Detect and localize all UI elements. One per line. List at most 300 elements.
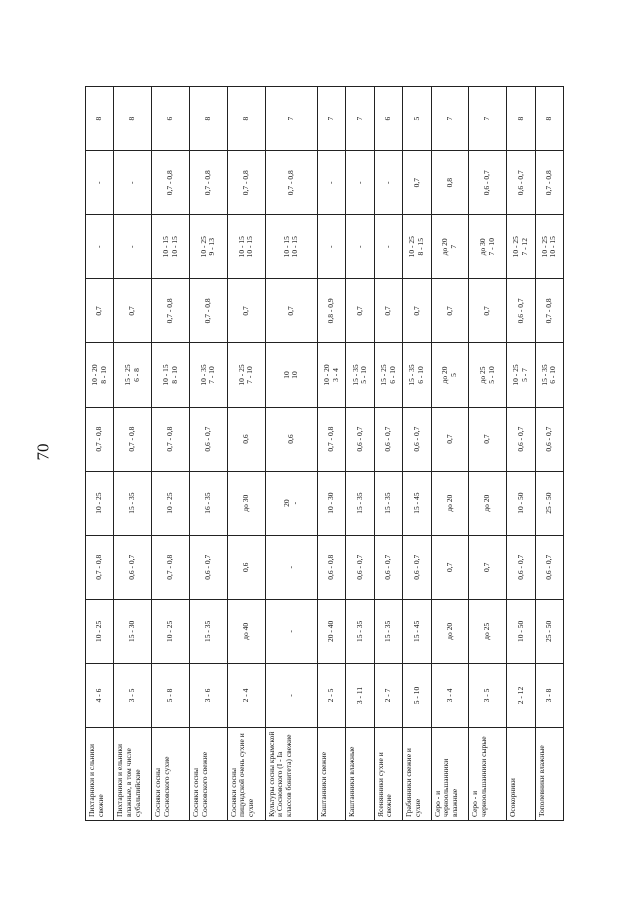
table-cell [265, 151, 318, 215]
cell-value: до 20 [444, 494, 454, 512]
cell-value: 10 - 25 7 - 12 [511, 236, 529, 258]
cell-value: 0,6 - 0,8 [326, 554, 336, 580]
cell-value: 0,6 - 0,7 [543, 426, 553, 452]
table-cell [469, 535, 507, 599]
table-cell [535, 599, 563, 663]
table-cell [152, 151, 190, 215]
forest-type-label: Сосняки сосны пицундской очень сухие и сухие [228, 733, 256, 817]
table-cell [431, 279, 469, 343]
cell-value: 0,7 [383, 306, 393, 316]
cell-value: - [286, 566, 296, 569]
table-cell [431, 535, 469, 599]
table-cell [265, 663, 318, 727]
table-row [265, 87, 318, 821]
table-cell [265, 279, 318, 343]
cell-value: 0,8 [444, 178, 454, 188]
cell-value: - [326, 245, 336, 249]
table-cell [265, 407, 318, 471]
cell-value: 15 - 35 [383, 492, 393, 514]
forest-type-label: Тополевники влажные [536, 745, 546, 817]
cell-value: 25 - 50 [543, 492, 553, 514]
cell-value: 0,6 - 0,7 [482, 170, 492, 196]
cell-value: 7 [482, 116, 492, 121]
cell-value: 0,7 - 0,8 [203, 298, 213, 324]
table-cell [318, 151, 346, 215]
cell-value: - [383, 181, 393, 184]
table-cell [114, 215, 152, 279]
forest-type-cell [374, 728, 402, 821]
cell-value: 6 [383, 116, 393, 121]
cell-value: до 20 [444, 622, 454, 640]
table-cell [114, 599, 152, 663]
table-cell [86, 535, 114, 599]
forest-type-cell [469, 728, 507, 821]
cell-value: 0,7 [444, 434, 454, 444]
table-cell [403, 599, 431, 663]
forest-type-label: Пихтарники и ельники влажные, в том числе субальпийские [115, 743, 142, 817]
table-cell [431, 407, 469, 471]
table-cell [265, 471, 318, 535]
forest-type-cell [431, 728, 469, 821]
table-cell [535, 407, 563, 471]
cell-value: 15 - 35 [203, 620, 213, 642]
cell-value: 0,6 - 0,7 [203, 554, 213, 580]
table-cell [114, 151, 152, 215]
cell-value: 15 - 35 [127, 492, 137, 514]
table-cell [374, 151, 402, 215]
table-cell [469, 407, 507, 471]
table-cell [227, 279, 265, 343]
cell-value: 15 - 25 6 - 8 [123, 364, 141, 386]
cell-value: 6 [165, 116, 175, 121]
forest-type-cell [507, 728, 535, 821]
table-cell [86, 407, 114, 471]
cell-value: - [326, 181, 336, 184]
table-cell [535, 279, 563, 343]
cell-value: 0,6 - 0,7 [543, 554, 553, 580]
table-cell [374, 599, 402, 663]
table-cell [189, 279, 227, 343]
cell-value: 5 - 10 [411, 686, 421, 705]
cell-value: 5 - 8 [165, 688, 175, 703]
forest-type-label: Культуры сосны крымской и Сосновского (I - Ia классов бонитета) свежие [266, 731, 293, 817]
cell-value: до 25 5 - 10 [478, 366, 496, 384]
table-row [114, 87, 152, 821]
table-cell [227, 215, 265, 279]
table-row [227, 87, 265, 821]
table-cell [152, 599, 190, 663]
table-cell [535, 663, 563, 727]
rotated-table-region [85, 86, 564, 821]
page-number [32, 437, 54, 467]
table-cell [374, 87, 402, 151]
forest-stand-table [85, 86, 564, 821]
table-cell [86, 599, 114, 663]
cell-value: 10 - 15 10 - 15 [281, 236, 300, 258]
table-cell [318, 215, 346, 279]
table-row [507, 87, 535, 821]
cell-value: 0,7 - 0,8 [240, 170, 250, 196]
forest-type-label: Серо - и черноольшанники сырые [470, 736, 488, 817]
cell-value: 2 - 5 [326, 688, 336, 703]
table-cell [86, 215, 114, 279]
table-cell [152, 215, 190, 279]
cell-value: 10 - 35 7 - 10 [198, 364, 217, 386]
table-cell [507, 151, 535, 215]
cell-value: 0,7 [482, 434, 492, 444]
table-cell [189, 599, 227, 663]
table-cell [403, 663, 431, 727]
cell-value: 2 - 12 [515, 686, 525, 705]
table-cell [403, 471, 431, 535]
cell-value: 15 - 25 6 - 10 [378, 364, 397, 386]
table-cell [318, 343, 346, 407]
cell-value: до 30 7 - 10 [478, 238, 496, 256]
cell-value: 15 - 35 6 - 10 [539, 364, 558, 386]
table-cell [507, 215, 535, 279]
table-cell [431, 87, 469, 151]
cell-value: 0,6 - 0,7 [515, 426, 525, 452]
cell-value: 10 - 50 [515, 492, 525, 514]
cell-value: 0,7 [444, 562, 454, 572]
cell-value: 15 - 35 [383, 620, 393, 642]
cell-value: 0,7 - 0,8 [203, 170, 213, 196]
forest-type-label: Грабинники свежие и сухие [404, 748, 422, 817]
cell-value: 15 - 35 6 - 10 [407, 364, 425, 386]
cell-value: 0,7 [482, 562, 492, 572]
table-cell [152, 663, 190, 727]
table-cell [431, 343, 469, 407]
cell-value: до 20 [482, 494, 492, 512]
cell-value: 0,7 - 0,8 [286, 170, 296, 196]
table-cell [403, 279, 431, 343]
table-cell [346, 151, 374, 215]
cell-value: 0,7 - 0,8 [543, 298, 553, 324]
table-cell [152, 471, 190, 535]
cell-value: 10 - 30 [326, 492, 336, 514]
table-cell [403, 151, 431, 215]
cell-value: 0,7 - 0,8 [165, 170, 175, 196]
cell-value: 10 - 25 5 - 7 [511, 364, 529, 386]
cell-value: до 20 7 [440, 238, 458, 256]
cell-value: 10 - 25 7 - 10 [236, 364, 255, 386]
cell-value: 15 - 45 [411, 620, 421, 642]
table-cell [318, 407, 346, 471]
cell-value: 0,6 - 0,7 [515, 170, 525, 196]
forest-type-label: Пихтарники и сльники свежие [87, 743, 105, 817]
cell-value: 0,6 [286, 434, 296, 444]
table-cell [265, 87, 318, 151]
table-cell [86, 151, 114, 215]
table-cell [535, 535, 563, 599]
cell-value: - [354, 245, 364, 249]
table-cell [374, 535, 402, 599]
cell-value: 10 - 25 [165, 620, 175, 642]
cell-value: 7 [354, 116, 364, 121]
cell-value: 20 - 40 [326, 620, 336, 642]
cell-value: 0,6 - 0,7 [383, 554, 393, 580]
table-cell [374, 663, 402, 727]
table-cell [227, 151, 265, 215]
table-cell [403, 215, 431, 279]
cell-value: 7 [326, 116, 336, 121]
table-body [86, 87, 564, 821]
cell-value: 0,6 [240, 562, 250, 572]
cell-value: 5 [411, 116, 421, 121]
table-cell [114, 471, 152, 535]
cell-value: 0,6 - 0,7 [354, 426, 364, 452]
cell-value: 15 - 35 [354, 492, 364, 514]
table-cell [535, 87, 563, 151]
table-cell [265, 215, 318, 279]
cell-value: 25 - 50 [543, 620, 553, 642]
cell-value: 8 [515, 116, 525, 121]
cell-value: 15 - 35 [354, 620, 364, 642]
cell-value: - [383, 245, 393, 249]
page-number-text: 70 [33, 443, 52, 461]
table-row [152, 87, 190, 821]
table-cell [374, 471, 402, 535]
table-cell [318, 535, 346, 599]
cell-value: 8 [127, 116, 137, 121]
table-cell [535, 151, 563, 215]
table-cell [86, 663, 114, 727]
table-cell [374, 215, 402, 279]
forest-type-label: Серо - и черноольшанники влажные [432, 758, 459, 817]
cell-value: 0,7 - 0,8 [165, 554, 175, 580]
cell-value: - [94, 181, 104, 184]
table-cell [374, 279, 402, 343]
forest-type-cell [189, 728, 227, 821]
cell-value: 0,8 - 0,9 [326, 298, 336, 324]
table-cell [318, 599, 346, 663]
table-cell [318, 471, 346, 535]
table-cell [152, 279, 190, 343]
table-cell [469, 663, 507, 727]
cell-value: 3 - 5 [127, 688, 137, 703]
cell-value: 7 [444, 116, 454, 121]
table-cell [227, 599, 265, 663]
table-cell [507, 535, 535, 599]
cell-value: 0,7 - 0,8 [165, 298, 175, 324]
table-cell [189, 87, 227, 151]
table-cell [374, 343, 402, 407]
cell-value: 0,7 - 0,8 [94, 426, 104, 452]
table-cell [403, 343, 431, 407]
forest-type-label: Сосняки сосны Сосновского свежие [190, 751, 209, 817]
table-cell [346, 663, 374, 727]
table-cell [431, 599, 469, 663]
cell-value: 0,6 - 0,7 [354, 554, 364, 580]
table-cell [535, 343, 563, 407]
cell-value: 10 - 25 9 - 13 [198, 236, 217, 258]
table-cell [265, 535, 318, 599]
table-cell [346, 471, 374, 535]
cell-value: до 25 [482, 622, 492, 640]
cell-value: 0,6 - 0,7 [411, 554, 421, 580]
table-cell [346, 599, 374, 663]
table-cell [469, 599, 507, 663]
table-row [318, 87, 346, 821]
cell-value: 10 - 25 [94, 620, 104, 642]
table-cell [114, 87, 152, 151]
cell-value: 8 [94, 116, 104, 121]
cell-value: 10 10 [281, 371, 300, 379]
cell-value: 0,7 [354, 306, 364, 316]
forest-type-label: Каштанники свежие [319, 752, 329, 817]
table-cell [227, 343, 265, 407]
forest-type-cell [535, 728, 563, 821]
table-cell [346, 535, 374, 599]
cell-value: 0,7 [240, 306, 250, 316]
cell-value: 15 - 45 [411, 492, 421, 514]
table-cell [189, 151, 227, 215]
cell-value: 10 - 25 [165, 492, 175, 514]
table-cell [227, 535, 265, 599]
table-cell [431, 663, 469, 727]
table-cell [507, 599, 535, 663]
table-cell [114, 535, 152, 599]
forest-type-cell [114, 728, 152, 821]
cell-value: 0,7 [94, 306, 104, 316]
table-cell [469, 151, 507, 215]
table-cell [469, 279, 507, 343]
cell-value: - [127, 181, 137, 184]
table-cell [507, 407, 535, 471]
table-cell [403, 87, 431, 151]
table-cell [507, 343, 535, 407]
cell-value: 0,6 [240, 434, 250, 444]
cell-value: 0,7 [127, 306, 137, 316]
table-cell [318, 663, 346, 727]
table-cell [507, 471, 535, 535]
cell-value: 3 - 5 [482, 688, 492, 703]
cell-value: до 40 [240, 622, 250, 640]
table-cell [507, 87, 535, 151]
cell-value: - [286, 630, 296, 633]
table-cell [318, 87, 346, 151]
table-cell [507, 663, 535, 727]
table-row [346, 87, 374, 821]
cell-value: 0,7 - 0,8 [94, 554, 104, 580]
forest-type-cell [318, 728, 346, 821]
table-cell [114, 663, 152, 727]
table-row [431, 87, 469, 821]
cell-value: 10 - 25 8 - 15 [407, 236, 425, 258]
cell-value: 0,6 - 0,7 [515, 554, 525, 580]
forest-type-label: Осокорники [508, 778, 518, 817]
table-cell [346, 279, 374, 343]
cell-value: 0,6 - 0,7 [515, 298, 525, 324]
cell-value: 0,6 - 0,7 [203, 426, 213, 452]
cell-value: 10 - 20 8 - 10 [90, 364, 108, 386]
cell-value: 10 - 50 [515, 620, 525, 642]
forest-type-cell [403, 728, 431, 821]
table-cell [403, 535, 431, 599]
cell-value: 15 - 35 5 - 10 [350, 364, 369, 386]
cell-value: 10 - 25 [94, 492, 104, 514]
cell-value: 4 - 6 [94, 688, 104, 703]
cell-value: 2 - 4 [240, 688, 250, 703]
table-cell [469, 471, 507, 535]
cell-value: 3 - 11 [354, 686, 364, 705]
forest-type-cell [227, 728, 265, 821]
table-row [403, 87, 431, 821]
cell-value: 0,6 - 0,7 [411, 426, 421, 452]
cell-value: 0,7 - 0,8 [326, 426, 336, 452]
cell-value: 0,7 - 0,8 [165, 426, 175, 452]
table-cell [469, 343, 507, 407]
cell-value: 2 - 7 [383, 688, 393, 703]
table-cell [86, 343, 114, 407]
cell-value: 0,7 [286, 306, 296, 316]
table-cell [469, 87, 507, 151]
table-row [189, 87, 227, 821]
cell-value: - [127, 245, 137, 249]
cell-value: 8 [543, 116, 553, 121]
cell-value: 16 - 35 [203, 492, 213, 514]
cell-value: до 30 [240, 494, 250, 512]
table-cell [189, 471, 227, 535]
table-cell [431, 471, 469, 535]
table-cell [346, 407, 374, 471]
cell-value: 15 - 30 [127, 620, 137, 642]
forest-type-cell [152, 728, 190, 821]
cell-value: 10 - 15 10 - 15 [236, 236, 255, 258]
cell-value: - [354, 181, 364, 184]
table-cell [227, 471, 265, 535]
table-cell [469, 215, 507, 279]
table-cell [189, 407, 227, 471]
table-cell [152, 535, 190, 599]
cell-value: до 20 5 [440, 366, 458, 384]
forest-type-label: Ясенянники сухие и свежие [375, 752, 394, 817]
table-cell [114, 343, 152, 407]
forest-type-cell [346, 728, 374, 821]
table-row [86, 87, 114, 821]
table-cell [507, 279, 535, 343]
table-cell [227, 87, 265, 151]
forest-type-label: Каштанники влажные [347, 746, 357, 817]
forest-type-label: Сосняки сосны Сосновского сухие [153, 756, 171, 817]
table-cell [189, 535, 227, 599]
forest-type-cell [86, 728, 114, 821]
cell-value: 0,7 [411, 306, 421, 316]
table-cell [152, 407, 190, 471]
table-cell [374, 407, 402, 471]
cell-value: 0,6 - 0,7 [127, 554, 137, 580]
cell-value: 8 [240, 116, 250, 121]
cell-value: 3 - 4 [444, 688, 454, 703]
table-cell [152, 343, 190, 407]
table-cell [86, 279, 114, 343]
cell-value: 0,7 [444, 306, 454, 316]
table-cell [346, 215, 374, 279]
cell-value: - [94, 245, 104, 249]
table-cell [346, 343, 374, 407]
table-cell [535, 471, 563, 535]
table-cell [114, 279, 152, 343]
table-cell [318, 279, 346, 343]
table-cell [86, 471, 114, 535]
cell-value: 0,7 - 0,8 [543, 170, 553, 196]
table-cell [86, 87, 114, 151]
cell-value: 3 - 8 [543, 688, 553, 703]
table-cell [265, 343, 318, 407]
table-row [535, 87, 563, 821]
table-cell [189, 215, 227, 279]
table-cell [227, 663, 265, 727]
